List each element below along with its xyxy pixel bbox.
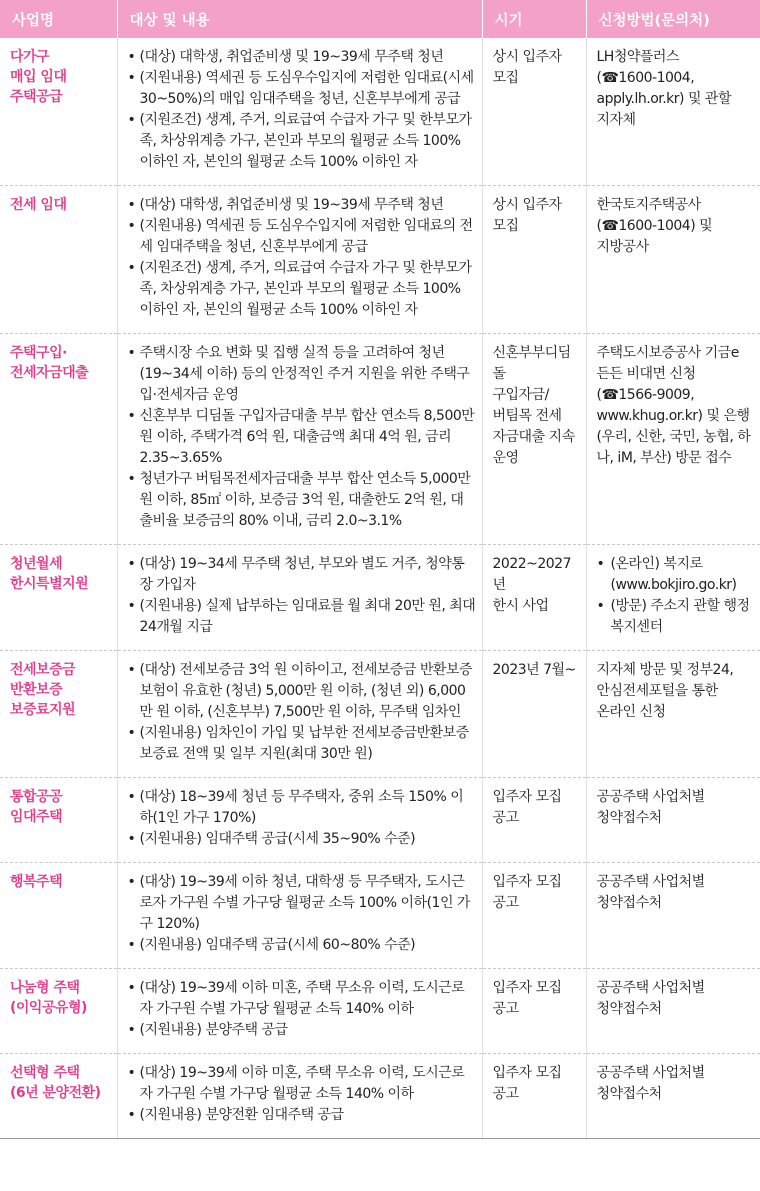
program-apply-method: 지자체 방문 및 정부24, 안심전세포털을 통한 온라인 신청 bbox=[586, 651, 760, 778]
detail-item: • (대상) 19~39세 이하 미혼, 주택 무소유 이력, 도시근로자 가구원 수별 가구당 월평균 소득 140% 이하 bbox=[128, 1063, 476, 1105]
table-row bbox=[0, 545, 760, 651]
program-period: 신혼부부디딤돌 구입자금/ 버팀목 전세 자금대출 지속 운영 bbox=[482, 334, 586, 545]
detail-item: • (대상) 전세보증금 3억 원 이하이고, 전세보증금 반환보증보험이 유효한 (청년) 5,000만 원 이하, (청년 외) 6,000만 원 이하, (신혼부부) 7,500만 원 이하, 무주택 임차인 bbox=[128, 660, 476, 723]
program-apply-method: 공공주택 사업처별 청약접수처 bbox=[586, 1054, 760, 1139]
detail-item: • (지원내용) 역세권 등 도심우수입지에 저렴한 임대료(시세 30~50%)의 매입 임대주택을 청년, 신혼부부에게 공급 bbox=[128, 68, 476, 110]
program-details bbox=[117, 334, 482, 545]
details-list bbox=[128, 787, 476, 850]
detail-item: • (지원내용) 임대주택 공급(시세 60~80% 수준) bbox=[128, 935, 476, 956]
details-list bbox=[128, 978, 476, 1041]
detail-item: • (지원조건) 생계, 주거, 의료급여 수급자 가구 및 한부모가족, 차상위계층 가구, 본인과 부모의 월평균 소득 100% 이하인 자, 본인의 월평균 소득 100% 이하인 자 bbox=[128, 110, 476, 173]
apply-item: • (온라인) 복지로(www.bokjiro.go.kr) bbox=[597, 554, 755, 596]
program-name: 선택형 주택 (6년 분양전환) bbox=[0, 1054, 117, 1139]
table-row bbox=[0, 1054, 760, 1139]
detail-item: • (대상) 19~39세 이하 미혼, 주택 무소유 이력, 도시근로자 가구원 수별 가구당 월평균 소득 140% 이하 bbox=[128, 978, 476, 1020]
program-name: 주택구입· 전세자금대출 bbox=[0, 334, 117, 545]
program-apply-method: 한국토지주택공사 (☎1600-1004) 및 지방공사 bbox=[586, 186, 760, 334]
details-list bbox=[128, 660, 476, 765]
program-period: 상시 입주자 모집 bbox=[482, 186, 586, 334]
header-period: 시기 bbox=[482, 0, 586, 38]
detail-item: • (대상) 19~34세 무주택 청년, 부모와 별도 거주, 청약통장 가입자 bbox=[128, 554, 476, 596]
program-details bbox=[117, 778, 482, 863]
detail-item: • 청년가구 버팀목전세자금대출 부부 합산 연소득 5,000만 원 이하, 85㎡ 이하, 보증금 3억 원, 대출한도 2억 원, 대출비율 보증금의 80% 이내, 금리 2.0~3.1% bbox=[128, 469, 476, 532]
program-details bbox=[117, 969, 482, 1054]
program-apply-method: 공공주택 사업처별 청약접수처 bbox=[586, 778, 760, 863]
program-apply-method: LH청약플러스 (☎1600-1004, apply.lh.or.kr) 및 관할 지자체 bbox=[586, 38, 760, 186]
table-row bbox=[0, 334, 760, 545]
details-list bbox=[128, 195, 476, 321]
details-list bbox=[128, 343, 476, 532]
program-details bbox=[117, 545, 482, 651]
program-name: 나눔형 주택 (이익공유형) bbox=[0, 969, 117, 1054]
program-period: 입주자 모집 공고 bbox=[482, 969, 586, 1054]
program-details bbox=[117, 38, 482, 186]
program-details bbox=[117, 186, 482, 334]
detail-item: • (대상) 19~39세 이하 청년, 대학생 등 무주택자, 도시근로자 가구원 수별 가구당 월평균 소득 100% 이하(1인 가구 120%) bbox=[128, 872, 476, 935]
apply-list bbox=[597, 554, 755, 638]
program-name: 다가구 매입 임대 주택공급 bbox=[0, 38, 117, 186]
detail-item: • (지원내용) 분양주택 공급 bbox=[128, 1020, 476, 1041]
program-name: 행복주택 bbox=[0, 863, 117, 969]
program-apply-method: 공공주택 사업처별 청약접수처 bbox=[586, 969, 760, 1054]
program-apply-method: 주택도시보증공사 기금e 든든 비대면 신청(☎1566-9009, www.khug.or.kr) 및 은행(우리, 신한, 국민, 농협, 하나, iM, 부산) 방문 접수 bbox=[586, 334, 760, 545]
header-apply-method: 신청방법(문의처) bbox=[586, 0, 760, 38]
detail-item: • (대상) 대학생, 취업준비생 및 19~39세 무주택 청년 bbox=[128, 195, 476, 216]
details-list bbox=[128, 554, 476, 638]
table-header-row bbox=[0, 0, 760, 38]
details-list bbox=[128, 1063, 476, 1126]
program-apply-method bbox=[586, 545, 760, 651]
program-details bbox=[117, 1054, 482, 1139]
apply-item: • (방문) 주소지 관할 행정복지센터 bbox=[597, 596, 755, 638]
program-period: 2022~2027년 한시 사업 bbox=[482, 545, 586, 651]
detail-item: • 주택시장 수요 변화 및 집행 실적 등을 고려하여 청년(19~34세 이하) 등의 안정적인 주거 지원을 위한 주택구입·전세자금 운영 bbox=[128, 343, 476, 406]
program-period: 입주자 모집 공고 bbox=[482, 1054, 586, 1139]
program-period: 입주자 모집 공고 bbox=[482, 778, 586, 863]
table-row bbox=[0, 778, 760, 863]
details-list bbox=[128, 47, 476, 173]
detail-item: • (대상) 대학생, 취업준비생 및 19~39세 무주택 청년 bbox=[128, 47, 476, 68]
detail-item: • (지원내용) 임대주택 공급(시세 35~90% 수준) bbox=[128, 829, 476, 850]
header-program-name: 사업명 bbox=[0, 0, 117, 38]
program-period: 2023년 7월~ bbox=[482, 651, 586, 778]
program-name: 전세보증금 반환보증 보증료지원 bbox=[0, 651, 117, 778]
detail-item: • 신혼부부 디딤돌 구입자금대출 부부 합산 연소득 8,500만 원 이하, 주택가격 6억 원, 대출금액 최대 4억 원, 금리 2.35~3.65% bbox=[128, 406, 476, 469]
program-details bbox=[117, 863, 482, 969]
detail-item: • (지원조건) 생계, 주거, 의료급여 수급자 가구 및 한부모가족, 차상위계층 가구, 본인과 부모의 월평균 소득 100% 이하인 자, 본인의 월평균 소득 100% 이하인 자 bbox=[128, 258, 476, 321]
detail-item: • (대상) 18~39세 청년 등 무주택자, 중위 소득 150% 이하(1인 가구 170%) bbox=[128, 787, 476, 829]
detail-item: • (지원내용) 분양전환 임대주택 공급 bbox=[128, 1105, 476, 1126]
table-row bbox=[0, 863, 760, 969]
table-row bbox=[0, 969, 760, 1054]
table-row bbox=[0, 186, 760, 334]
details-list bbox=[128, 872, 476, 956]
detail-item: • (지원내용) 역세권 등 도심우수입지에 저렴한 임대료의 전세 임대주택을 청년, 신혼부부에게 공급 bbox=[128, 216, 476, 258]
program-name: 전세 임대 bbox=[0, 186, 117, 334]
program-period: 입주자 모집 공고 bbox=[482, 863, 586, 969]
detail-item: • (지원내용) 임차인이 가입 및 납부한 전세보증금반환보증 보증료 전액 및 일부 지원(최대 30만 원) bbox=[128, 723, 476, 765]
program-details bbox=[117, 651, 482, 778]
program-period: 상시 입주자 모집 bbox=[482, 38, 586, 186]
table-row bbox=[0, 38, 760, 186]
header-target-content: 대상 및 내용 bbox=[117, 0, 482, 38]
program-apply-method: 공공주택 사업처별 청약접수처 bbox=[586, 863, 760, 969]
detail-item: • (지원내용) 실제 납부하는 임대료를 월 최대 20만 원, 최대 24개월 지급 bbox=[128, 596, 476, 638]
table-row bbox=[0, 651, 760, 778]
program-name: 청년월세 한시특별지원 bbox=[0, 545, 117, 651]
program-name: 통합공공 임대주택 bbox=[0, 778, 117, 863]
